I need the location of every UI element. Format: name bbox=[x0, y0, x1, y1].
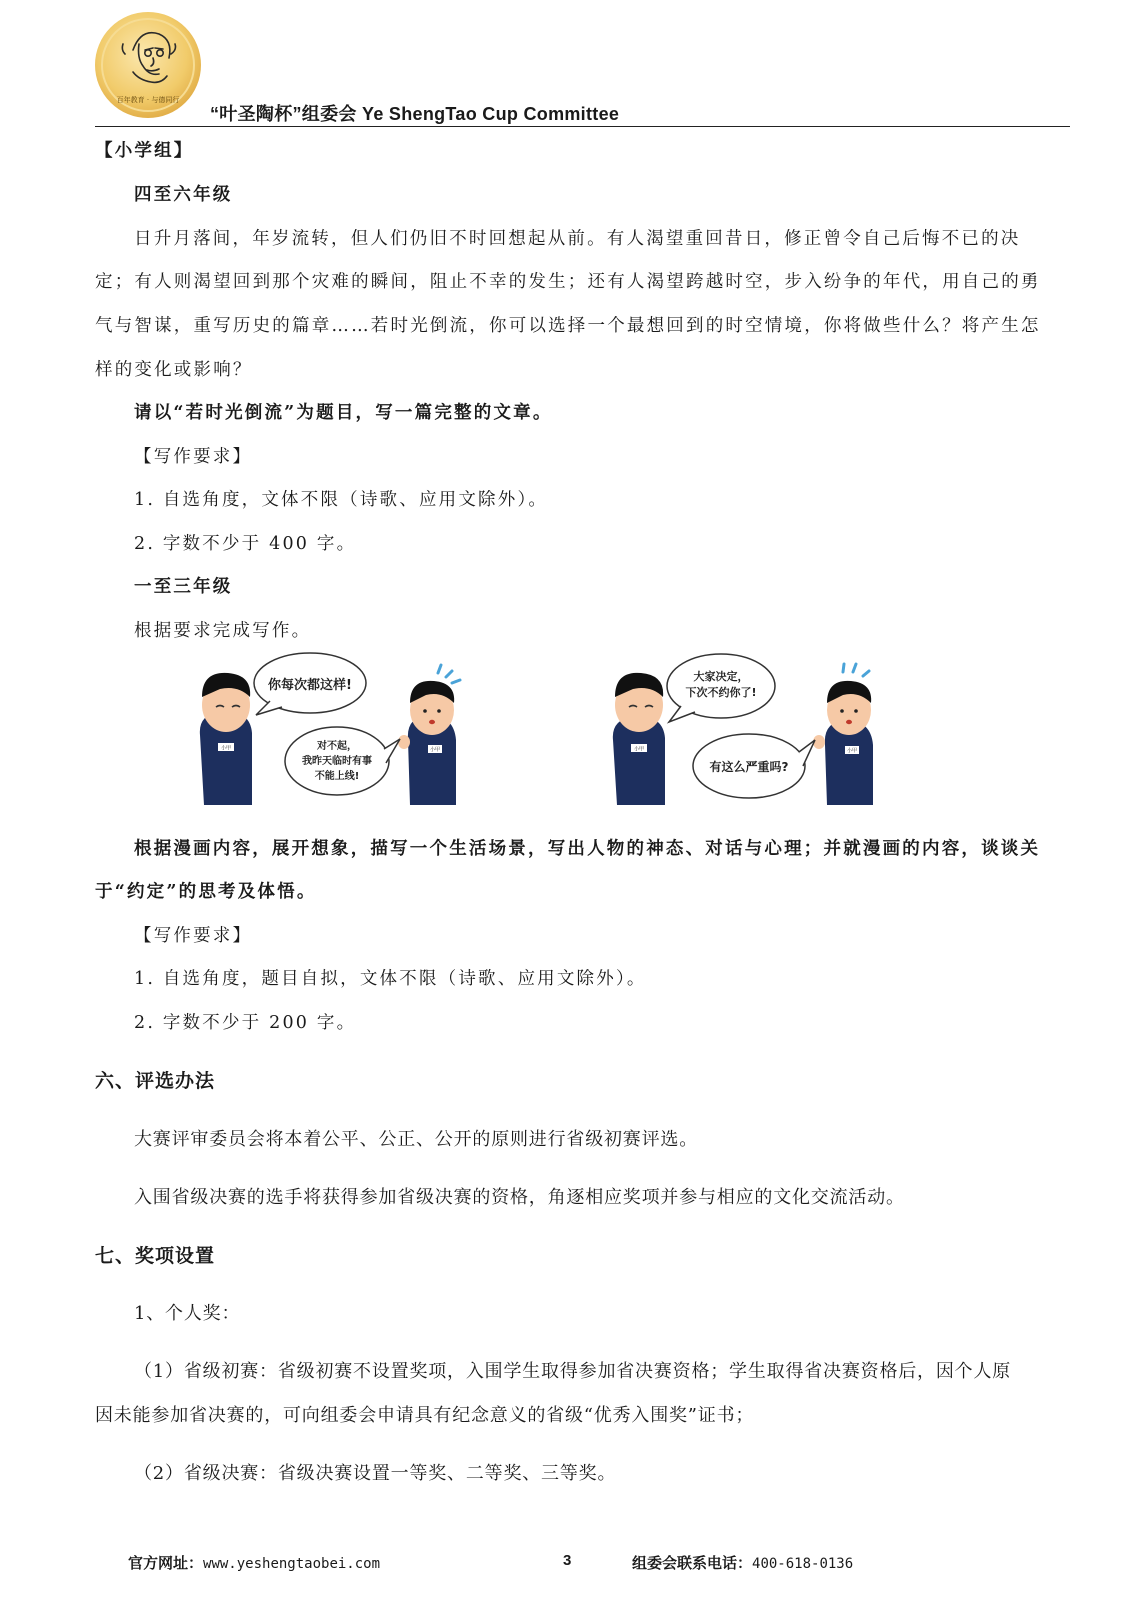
requirement-item: 1. 自选角度，题目自拟，文体不限（诗歌、应用文除外）。 bbox=[134, 969, 647, 989]
section-7-title: 七、奖项设置 bbox=[95, 1245, 216, 1267]
header-title: “叶圣陶杯”组委会 Ye ShengTao Cup Committee bbox=[210, 104, 620, 124]
grade-high-heading: 四至六年级 bbox=[134, 185, 233, 205]
svg-text:小甲: 小甲 bbox=[633, 746, 645, 753]
award-item-line: （2）省级决赛：省级决赛设置一等奖、二等奖、三等奖。 bbox=[134, 1463, 617, 1484]
bubble-text: 你每次都这样! bbox=[268, 678, 352, 693]
bubble-text: 下次不约你了! bbox=[685, 686, 757, 699]
award-item-line: （1）省级初赛：省级初赛不设置奖项，入围学生取得参加省决赛资格；学生取得省决赛资格后，因个人原 bbox=[134, 1361, 1012, 1382]
intro-low: 根据要求完成写作。 bbox=[134, 621, 312, 641]
grade-low-heading: 一至三年级 bbox=[134, 577, 233, 597]
bubble-text: 我昨天临时有事 bbox=[302, 756, 372, 767]
student-right-figure bbox=[398, 665, 460, 805]
task-high: 请以“若时光倒流”为题目，写一篇完整的文章。 bbox=[134, 403, 553, 423]
page-number: 3 bbox=[563, 1552, 572, 1569]
prompt-line: 样的变化或影响？ bbox=[95, 360, 253, 380]
requirement-item: 2. 字数不少于 200 字。 bbox=[134, 1013, 357, 1033]
logo-text: 百年教育 · 与德同行 bbox=[116, 96, 180, 104]
bubble-text: 对不起， bbox=[317, 741, 357, 752]
svg-text:小甲: 小甲 bbox=[846, 748, 858, 754]
award-item-line: 因未能参加省决赛的，可向组委会申请具有纪念意义的省级“优秀入围奖”证书； bbox=[95, 1405, 755, 1426]
section-6-paragraph: 大赛评审委员会将本着公平、公正、公开的原则进行省级初赛评选。 bbox=[134, 1129, 698, 1150]
cartoon-left-panel bbox=[190, 645, 490, 825]
requirements-label: 【写作要求】 bbox=[134, 447, 253, 467]
bubble-text: 大家决定， bbox=[693, 670, 749, 683]
footer-phone-label: 组委会联系电话： bbox=[632, 1554, 753, 1572]
footer-website-label: 官方网址： bbox=[128, 1554, 204, 1572]
prompt-line: 气与智谋，重写历史的篇章……若时光倒流，你可以选择一个最想回到的时空情境，你将做些什么？将产生怎 bbox=[95, 316, 1041, 336]
cartoon-right-panel bbox=[605, 650, 905, 830]
svg-text:小甲: 小甲 bbox=[220, 745, 232, 752]
section-6-paragraph: 入围省级决赛的选手将获得参加省级决赛的资格，角逐相应奖项并参与相应的文化交流活动。 bbox=[134, 1187, 905, 1208]
footer-website bbox=[128, 1552, 380, 1573]
requirements-label: 【写作要求】 bbox=[134, 926, 253, 946]
bubble-text: 不能上线! bbox=[314, 771, 360, 782]
footer-phone bbox=[632, 1552, 853, 1573]
section-6-title: 六、评选办法 bbox=[95, 1070, 216, 1092]
requirement-item: 1. 自选角度，文体不限（诗歌、应用文除外）。 bbox=[134, 490, 549, 510]
task-low-line: 根据漫画内容，展开想象，描写一个生活场景，写出人物的神态、对话与心理；并就漫画的内容，谈谈关 bbox=[134, 839, 1041, 859]
footer-phone-number: 400-618-0136 bbox=[752, 1556, 854, 1572]
prompt-line: 定；有人则渴望回到那个灾难的瞬间，阻止不幸的发生；还有人渴望跨越时空，步入纷争的年代，用自己的勇 bbox=[95, 272, 1041, 292]
group-label: 【小学组】 bbox=[95, 141, 194, 161]
task-low-line: 于“约定”的思考及体悟。 bbox=[95, 882, 317, 902]
prompt-line: 日升月落间，年岁流转，但人们仍旧不时回想起从前。有人渴望重回昔日，修正曾令自己后悔不已的决 bbox=[134, 229, 1021, 249]
bubble-text: 有这么严重吗? bbox=[709, 760, 789, 774]
student-left-figure bbox=[613, 673, 665, 805]
student-left-figure bbox=[200, 673, 252, 805]
committee-logo bbox=[93, 10, 203, 120]
header-rule bbox=[95, 126, 1070, 127]
footer-website-link[interactable]: www.yeshengtaobei.com bbox=[203, 1556, 381, 1572]
svg-text:小甲: 小甲 bbox=[429, 747, 441, 753]
requirement-item: 2. 字数不少于 400 字。 bbox=[134, 534, 357, 554]
individual-award-heading: 1、个人奖： bbox=[134, 1303, 241, 1324]
student-right-figure bbox=[813, 664, 873, 805]
